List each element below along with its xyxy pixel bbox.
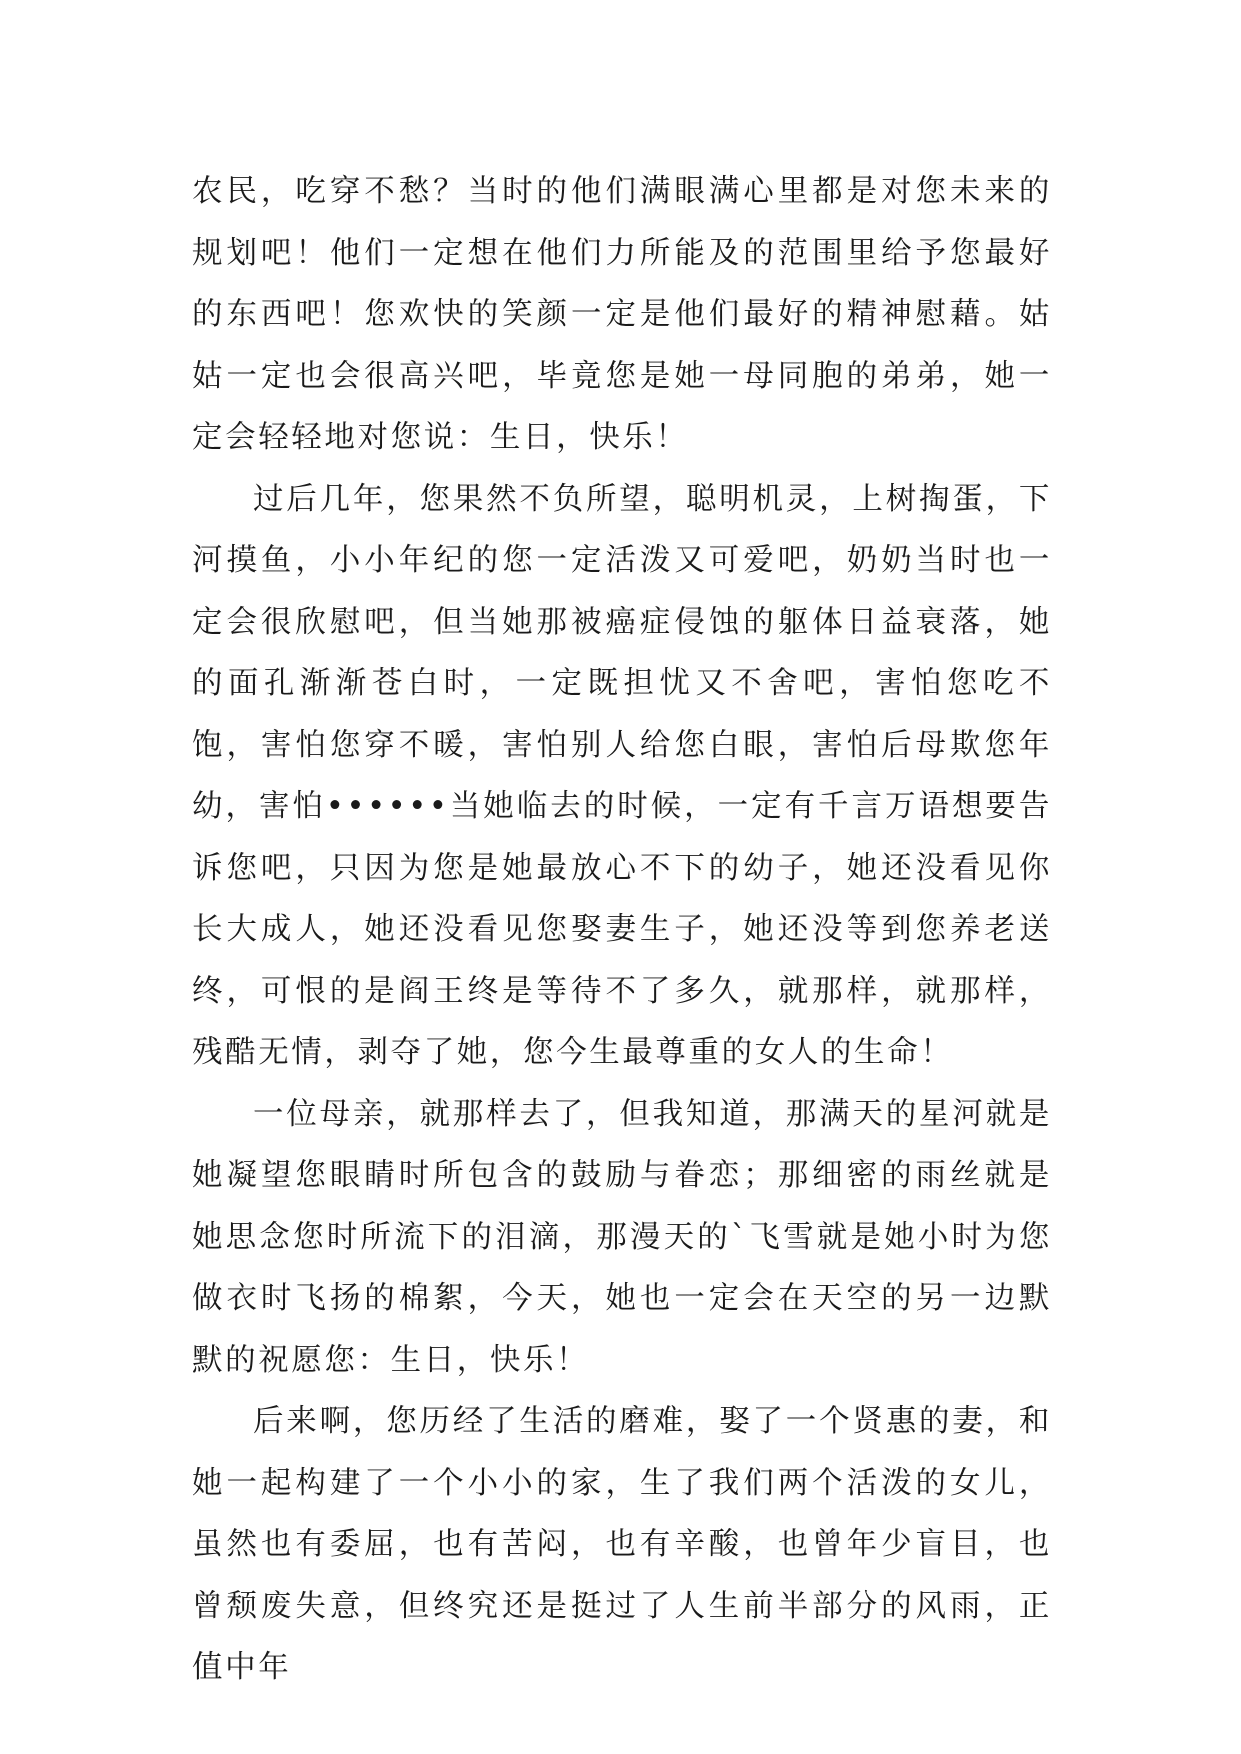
body-text (192, 161, 1052, 1699)
paragraph-3: 一位母亲，就那样去了，但我知道，那满天的星河就是她凝望您眼睛时所包含的鼓励与眷恋；那细密的雨丝就是她思念您时所流下的泪滴，那漫天的`飞雪就是她小时为您做衣时飞扬的棉絮，今天，她也一定会在天空的另一边默默的祝愿您：生日，快乐！ (192, 1096, 1052, 1378)
paragraph-2: 过后几年，您果然不负所望，聪明机灵，上树掏蛋，下河摸鱼，小小年纪的您一定活泼又可爱吧，奶奶当时也一定会很欣慰吧，但当她那被癌症侵蚀的躯体日益衰落，她的面孔渐渐苍白时，一定既担忧又不舍吧，害怕您吃不饱，害怕您穿不暖，害怕别人给您白眼，害怕后母欺您年幼，害怕••••••当她临去的时候，一定有千言万语想要告诉您吧，只因为您是她最放心不下的幼子，她还没看见你长大成人，她还没看见您娶妻生子，她还没等到您养老送终，可恨的是阎王终是等待不了多久，就那样，就那样，残酷无情，剥夺了她，您今生最尊重的女人的生命！ (192, 481, 1052, 1070)
paragraph-4: 后来啊，您历经了生活的磨难，娶了一个贤惠的妻，和她一起构建了一个小小的家，生了我们两个活泼的女儿，虽然也有委屈，也有苦闷，也有辛酸，也曾年少盲目，也曾颓废失意，但终究还是挺过了人生前半部分的风雨，正值中年 (192, 1404, 1052, 1685)
paragraph-1: 农民，吃穿不愁？当时的他们满眼满心里都是对您未来的规划吧！他们一定想在他们力所能及的范围里给予您最好的东西吧！您欢快的笑颜一定是他们最好的精神慰藉。姑姑一定也会很高兴吧，毕竟您是她一母同胞的弟弟，她一定会轻轻地对您说：生日，快乐！ (192, 174, 1052, 455)
